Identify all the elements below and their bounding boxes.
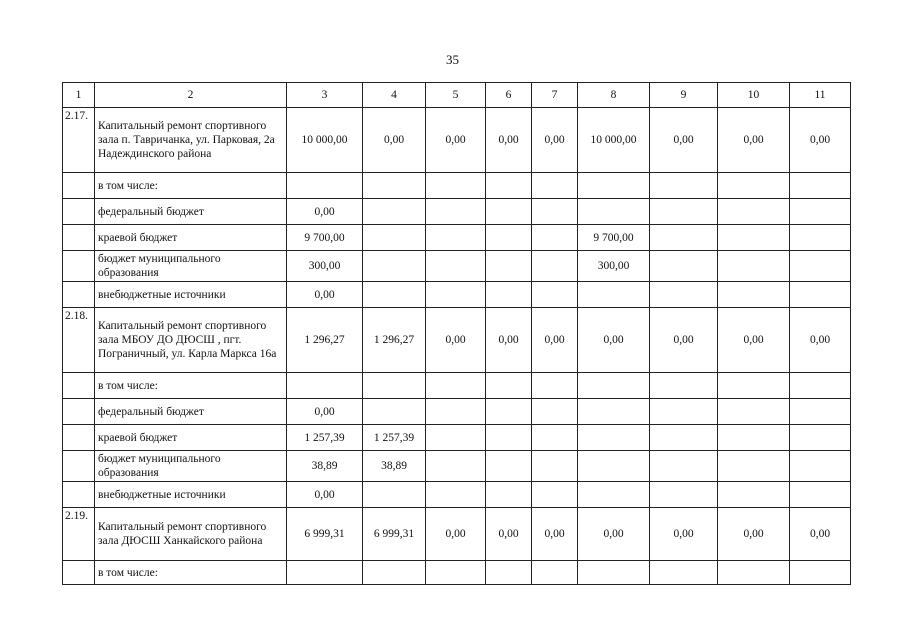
value-cell [532,251,578,282]
value-cell [532,199,578,225]
value-cell [426,225,486,251]
column-header: 4 [363,83,426,108]
value-cell [578,373,650,399]
row-number [63,173,95,199]
row-number [63,482,95,508]
value-cell [650,173,718,199]
value-cell: 1 296,27 [363,308,426,373]
value-cell [426,251,486,282]
table-row [63,399,851,425]
table-row [63,282,851,308]
value-cell [363,251,426,282]
value-cell [790,373,851,399]
value-cell [790,199,851,225]
value-cell: 0,00 [578,508,650,561]
value-cell: 0,00 [790,308,851,373]
column-header: 5 [426,83,486,108]
table-row [63,199,851,225]
value-cell [578,173,650,199]
value-cell: 1 257,39 [363,425,426,451]
value-cell [650,199,718,225]
value-cell [363,373,426,399]
table-row [63,482,851,508]
row-number: 2.19. [63,508,95,561]
value-cell: 0,00 [718,508,790,561]
table-row [63,251,851,282]
value-cell [532,561,578,585]
column-header: 7 [532,83,578,108]
value-cell [486,373,532,399]
value-cell [532,451,578,482]
value-cell [426,451,486,482]
value-cell [578,425,650,451]
value-cell [426,482,486,508]
value-cell [426,199,486,225]
row-name: федеральный бюджет [95,199,287,225]
row-name: внебюджетные источники [95,482,287,508]
value-cell: 0,00 [426,508,486,561]
value-cell [790,173,851,199]
table-row [63,373,851,399]
value-cell [486,251,532,282]
row-number [63,282,95,308]
column-header: 6 [486,83,532,108]
value-cell: 9 700,00 [287,225,363,251]
row-number [63,451,95,482]
value-cell: 0,00 [650,508,718,561]
value-cell: 0,00 [287,399,363,425]
value-cell [486,451,532,482]
value-cell [363,282,426,308]
row-name: бюджет муниципального образования [95,451,287,482]
value-cell [578,561,650,585]
row-number [63,399,95,425]
value-cell [650,282,718,308]
value-cell: 38,89 [363,451,426,482]
value-cell: 0,00 [426,108,486,173]
value-cell [578,482,650,508]
column-header: 10 [718,83,790,108]
value-cell [426,399,486,425]
value-cell [650,451,718,482]
value-cell: 0,00 [790,108,851,173]
value-cell [532,373,578,399]
value-cell [718,425,790,451]
value-cell [578,199,650,225]
value-cell [532,425,578,451]
value-cell [426,282,486,308]
value-cell [718,451,790,482]
value-cell: 0,00 [790,508,851,561]
table-row [63,508,851,561]
value-cell: 0,00 [718,308,790,373]
value-cell: 0,00 [650,308,718,373]
value-cell [486,173,532,199]
value-cell: 0,00 [426,308,486,373]
column-header: 1 [63,83,95,108]
value-cell [790,482,851,508]
column-header: 11 [790,83,851,108]
value-cell: 0,00 [718,108,790,173]
row-number: 2.18. [63,308,95,373]
value-cell [650,399,718,425]
value-cell [287,373,363,399]
column-header: 3 [287,83,363,108]
value-cell: 0,00 [532,508,578,561]
value-cell [287,173,363,199]
value-cell [790,451,851,482]
value-cell: 0,00 [578,308,650,373]
value-cell [718,251,790,282]
value-cell [790,282,851,308]
value-cell [486,199,532,225]
value-cell [363,482,426,508]
value-cell [650,251,718,282]
row-number: 2.17. [63,108,95,173]
value-cell [718,399,790,425]
value-cell [486,225,532,251]
value-cell [718,373,790,399]
value-cell [718,173,790,199]
value-cell: 300,00 [287,251,363,282]
value-cell: 1 296,27 [287,308,363,373]
value-cell [532,173,578,199]
value-cell [426,425,486,451]
value-cell: 9 700,00 [578,225,650,251]
value-cell: 0,00 [287,282,363,308]
value-cell [532,225,578,251]
value-cell [363,561,426,585]
value-cell: 0,00 [532,308,578,373]
value-cell [790,399,851,425]
value-cell [426,173,486,199]
page-number: 35 [446,52,459,67]
value-cell [650,225,718,251]
value-cell [363,199,426,225]
row-number [63,199,95,225]
value-cell [718,561,790,585]
row-name: краевой бюджет [95,425,287,451]
row-number [63,251,95,282]
value-cell: 0,00 [287,199,363,225]
value-cell [790,561,851,585]
table-row [63,173,851,199]
value-cell [650,561,718,585]
table-row [63,425,851,451]
value-cell [718,482,790,508]
value-cell [532,282,578,308]
value-cell: 10 000,00 [578,108,650,173]
value-cell: 6 999,31 [363,508,426,561]
value-cell [486,482,532,508]
value-cell: 10 000,00 [287,108,363,173]
value-cell: 0,00 [532,108,578,173]
value-cell [363,173,426,199]
row-name: в том числе: [95,173,287,199]
value-cell [363,225,426,251]
value-cell: 0,00 [363,108,426,173]
row-name: Капитальный ремонт спортивного зала МБОУ ДО ДЮСШ , пгт. Пограничный, ул. Карла Маркса 16а [95,308,287,373]
value-cell [426,373,486,399]
value-cell [486,399,532,425]
row-number [63,225,95,251]
value-cell: 0,00 [650,108,718,173]
value-cell: 0,00 [486,508,532,561]
value-cell [426,561,486,585]
value-cell [790,225,851,251]
row-number [63,561,95,585]
header-row [63,83,851,108]
value-cell [532,399,578,425]
value-cell [486,561,532,585]
value-cell: 6 999,31 [287,508,363,561]
value-cell [650,373,718,399]
row-name: федеральный бюджет [95,399,287,425]
value-cell: 0,00 [486,308,532,373]
row-name: Капитальный ремонт спортивного зала ДЮСШ Ханкайского района [95,508,287,561]
value-cell [532,482,578,508]
value-cell [578,399,650,425]
value-cell [578,451,650,482]
value-cell [486,282,532,308]
value-cell: 0,00 [287,482,363,508]
table-row [63,225,851,251]
row-name: бюджет муниципального образования [95,251,287,282]
row-name: в том числе: [95,373,287,399]
value-cell [790,425,851,451]
value-cell [718,225,790,251]
value-cell [650,425,718,451]
table-row [63,561,851,585]
value-cell [363,399,426,425]
value-cell [718,282,790,308]
budget-table [62,82,851,585]
value-cell [578,282,650,308]
table-row [63,451,851,482]
row-name: в том числе: [95,561,287,585]
row-name: Капитальный ремонт спортивного зала п. Тавричанка, ул. Парковая, 2а Надеждинского района [95,108,287,173]
value-cell [486,425,532,451]
table-row [63,308,851,373]
row-name: внебюджетные источники [95,282,287,308]
column-header: 9 [650,83,718,108]
column-header: 2 [95,83,287,108]
value-cell [287,561,363,585]
column-header: 8 [578,83,650,108]
row-number [63,373,95,399]
value-cell: 38,89 [287,451,363,482]
value-cell: 300,00 [578,251,650,282]
value-cell [718,199,790,225]
table-row [63,108,851,173]
value-cell [650,482,718,508]
value-cell: 1 257,39 [287,425,363,451]
value-cell: 0,00 [486,108,532,173]
value-cell [790,251,851,282]
row-name: краевой бюджет [95,225,287,251]
row-number [63,425,95,451]
